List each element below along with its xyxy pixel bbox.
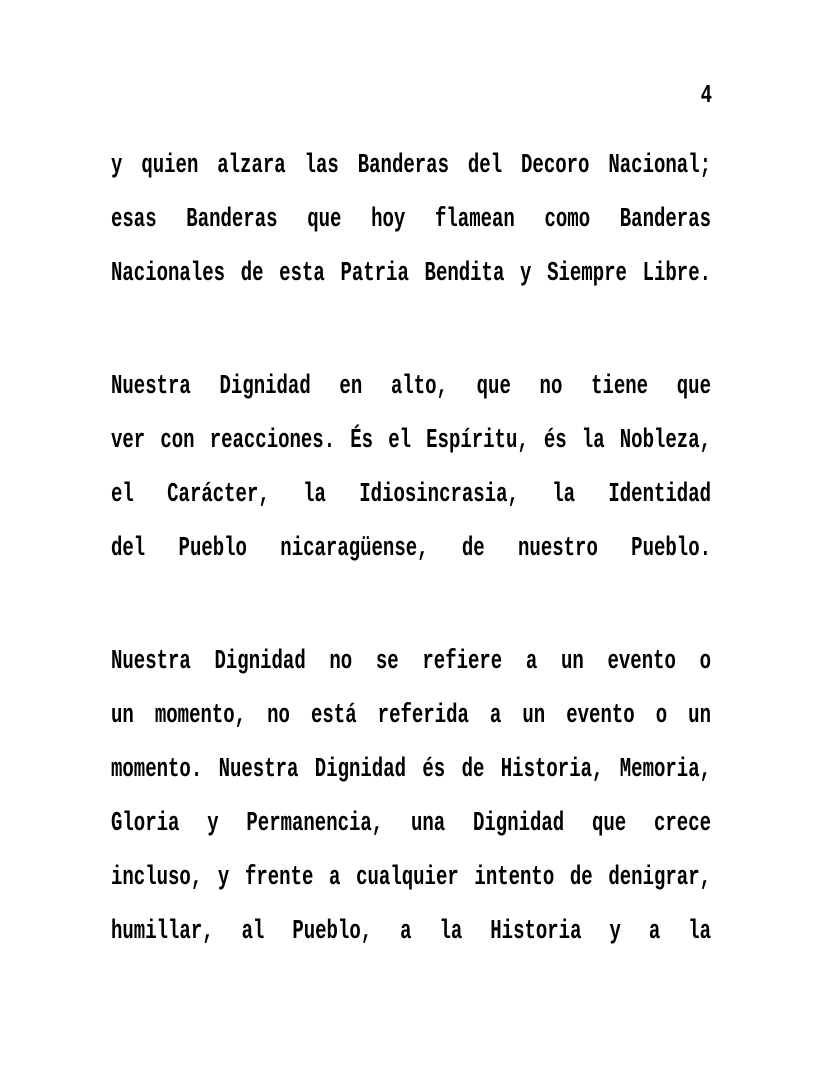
text-line: humillar, al Pueblo, a la Historia y a la [111,915,711,947]
paragraph-1 [111,138,711,300]
document-body [111,138,711,958]
text-line: esas Banderas que hoy flamean como Banderas [111,203,711,235]
paragraph-2 [111,359,711,575]
text-line: Nuestra Dignidad en alto, que no tiene que [111,370,711,402]
page-number: 4 [700,80,712,110]
text-line: ver con reacciones. És el Espíritu, és la Nobleza, [111,424,711,456]
text-line: Gloria y Permanencia, una Dignidad que crece [111,807,711,839]
paragraph-3 [111,634,711,958]
text-line: incluso, y frente a cualquier intento de denigrar, [111,861,711,893]
text-line: y quien alzara las Banderas del Decoro Nacional; [111,149,711,181]
text-line: un momento, no está referida a un evento o un [111,699,711,731]
text-line: del Pueblo nicaragüense, de nuestro Pueblo. [111,532,711,564]
text-line: el Carácter, la Idiosincrasia, la Identidad [111,478,711,510]
text-line: Nuestra Dignidad no se refiere a un evento o [111,645,711,677]
text-line: momento. Nuestra Dignidad és de Historia, Memoria, [111,753,711,785]
text-line: Nacionales de esta Patria Bendita y Siempre Libre. [111,257,711,289]
